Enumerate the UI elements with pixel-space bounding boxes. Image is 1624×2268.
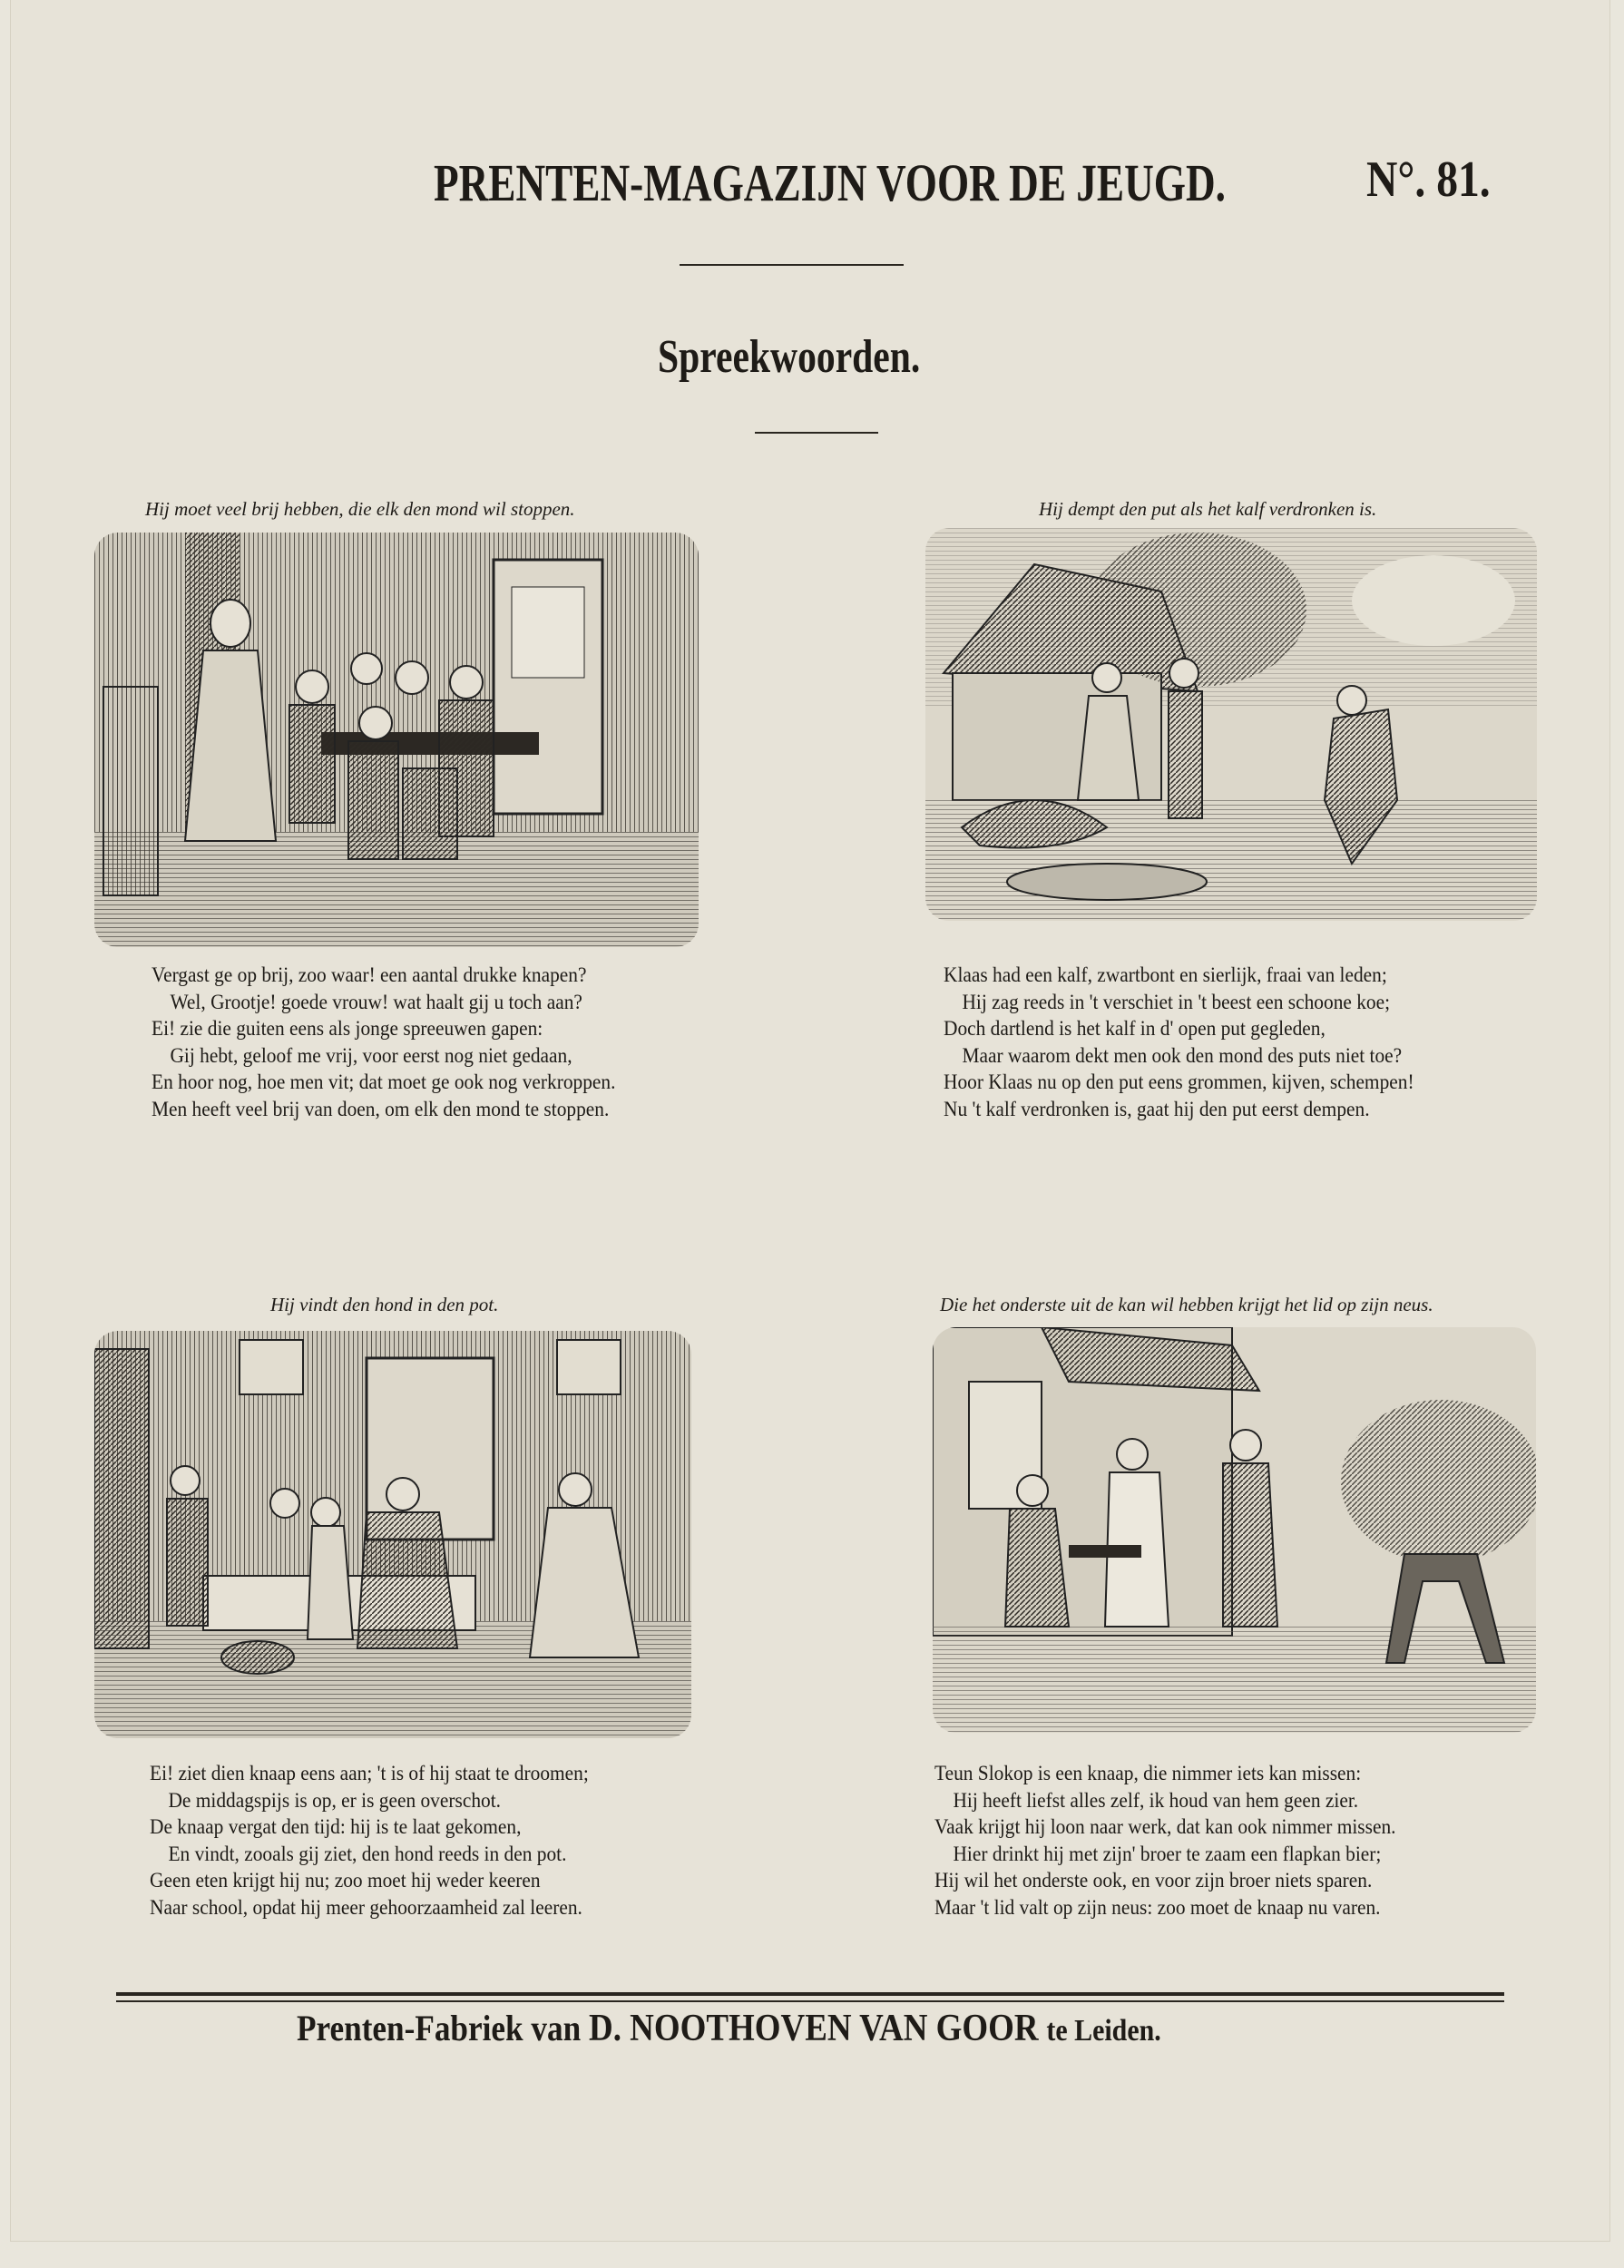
verse-line: Wel, Grootje! goede vrouw! wat haalt gij u toch aan? <box>170 990 582 1013</box>
issue-number: N°. 81. <box>1366 152 1491 208</box>
verse-line: Vaak krijgt hij loon naar werk, dat kan ook nimmer missen. <box>934 1815 1396 1838</box>
verse-line: Gij hebt, geloof me vrij, voor eerst nog niet gedaan, <box>170 1043 572 1067</box>
page-title: PRENTEN-MAGAZIJN VOOR DE JEUGD. <box>434 153 1226 212</box>
verse-line: Teun Slokop is een knaap, die nimmer iets kan missen: <box>934 1762 1362 1784</box>
verse-line: Nu 't kalf verdronken is, gaat hij den put eerst dempen. <box>944 1097 1370 1120</box>
verse-line: Hij heeft liefst alles zelf, ik houd van hem geen zier. <box>953 1788 1359 1812</box>
verse-line: En vindt, zooals gij ziet, den hond reeds in den pot. <box>168 1842 567 1865</box>
verse-line: Maar waarom dekt men ook den mond des puts niet toe? <box>962 1043 1403 1067</box>
illustration-family-porridge <box>94 533 699 947</box>
verse-line: Men heeft veel brij van doen, om elk den mond te stoppen. <box>152 1097 610 1120</box>
footer-rule-thick <box>116 1992 1504 1996</box>
verse-line: Klaas had een kalf, zwartbont en sierlijk, fraai van leden; <box>944 963 1387 986</box>
verse-line: De knaap vergat den tijd: hij is te laat gekomen, <box>150 1815 522 1838</box>
panel-verse <box>152 962 615 1122</box>
section-title: Spreekwoorden. <box>658 331 921 383</box>
panel-caption: Hij moet veel brij hebben, die elk den mond wil stoppen. <box>145 498 575 520</box>
divider <box>680 264 904 266</box>
verse-line: En hoor nog, hoe men vit; dat moet ge ook nog verkroppen. <box>152 1070 616 1093</box>
verse-line: Hij wil het onderste ook, en voor zijn broer niets sparen. <box>934 1869 1373 1892</box>
verse-line: Hier drinkt hij met zijn' broer te zaam een flapkan bier; <box>953 1842 1382 1865</box>
imprint-prefix: Prenten-Fabriek van <box>297 2008 582 2048</box>
verse-line: Geen eten krijgt hij nu; zoo moet hij weder keeren <box>150 1869 541 1892</box>
imprint-place: te Leiden. <box>1046 2014 1161 2048</box>
publisher-name: D. NOOTHOVEN VAN GOOR <box>588 2008 1039 2049</box>
verse-line: Hoor Klaas nu op den put eens grommen, kijven, schempen! <box>944 1070 1414 1093</box>
verse-line: De middagspijs is op, er is geen overschot. <box>168 1788 501 1812</box>
panel-verse <box>944 962 1414 1122</box>
panel-caption: Die het onderste uit de kan wil hebben krijgt het lid op zijn neus. <box>940 1294 1433 1315</box>
verse-line: Hij zag reeds in 't verschiet in 't beest een schoone koe; <box>962 990 1391 1013</box>
verse-line: Naar school, opdat hij meer gehoorzaamheid zal leeren. <box>150 1895 582 1919</box>
publisher-imprint <box>297 2007 1161 2050</box>
verse-line: Doch dartlend is het kalf in d' open put gegleden, <box>944 1017 1326 1040</box>
verse-line: Ei! ziet dien knaap eens aan; 't is of hij staat te droomen; <box>150 1762 589 1784</box>
panel-caption: Hij vindt den hond in den pot. <box>270 1294 499 1315</box>
verse-line: Vergast ge op brij, zoo waar! een aantal drukke knapen? <box>152 963 587 986</box>
divider <box>755 432 878 434</box>
illustration-man-filling-well <box>925 528 1537 921</box>
verse-line: Maar 't lid valt op zijn neus: zoo moet de knaap nu varen. <box>934 1895 1381 1919</box>
footer-rule-thin <box>116 2000 1504 2002</box>
verse-line: Ei! zie die guiten eens als jonge spreeuwen gapen: <box>152 1017 543 1040</box>
panel-verse <box>934 1760 1396 1921</box>
illustration-boy-drinking-jug <box>933 1327 1536 1733</box>
panel-verse <box>150 1760 589 1921</box>
panel-caption: Hij dempt den put als het kalf verdronken is. <box>1039 498 1377 520</box>
illustration-boy-late-for-dinner <box>94 1331 691 1738</box>
